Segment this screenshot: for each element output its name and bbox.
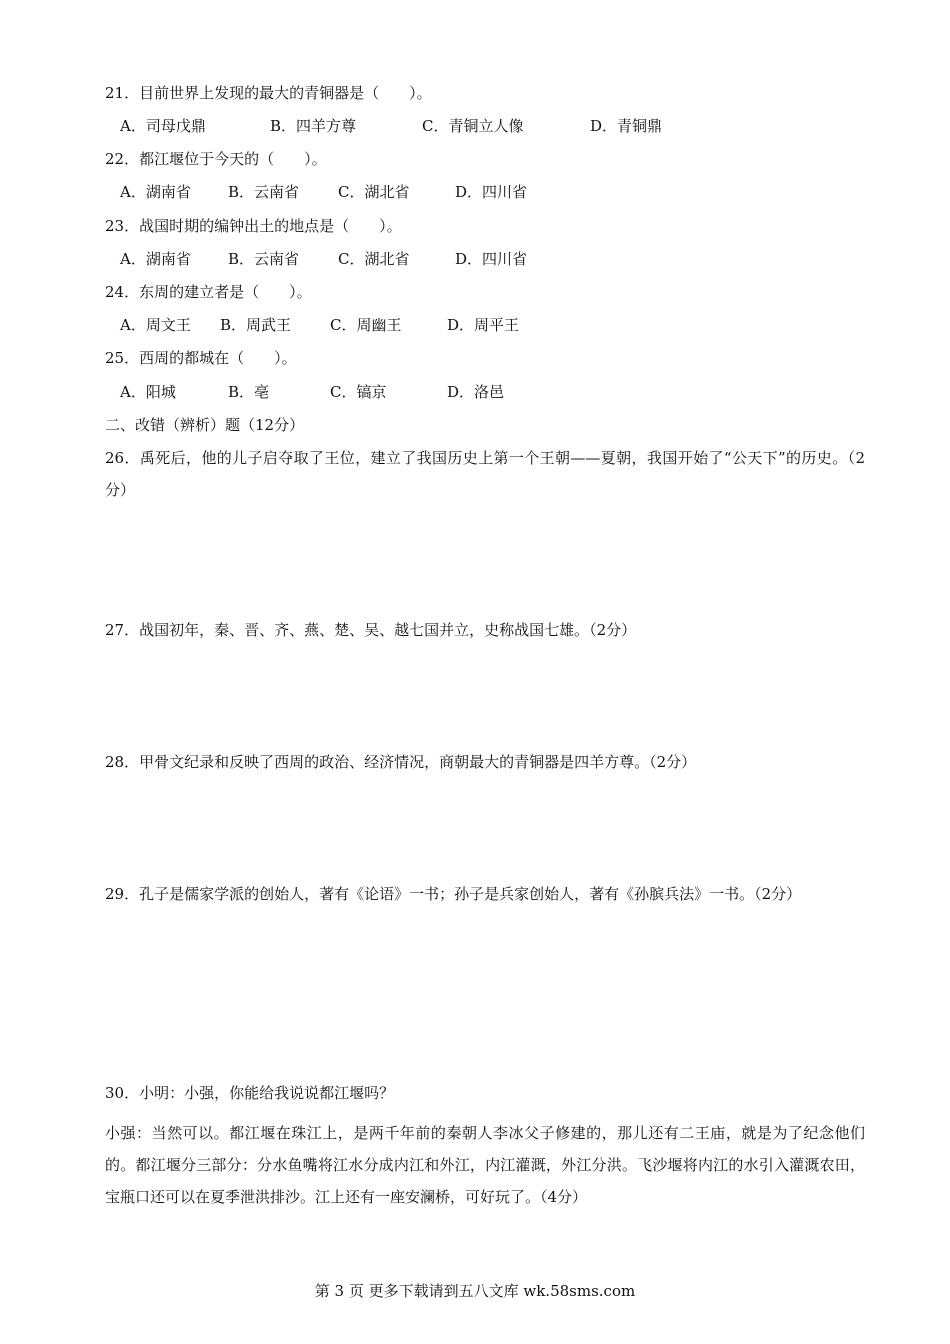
option-a: A．周文王 (120, 316, 191, 334)
section-title: 二、改错（辨析）题（12分） (105, 416, 305, 434)
question-27: 27．战国初年，秦、晋、齐、燕、楚、吴、越七国并立，史称战国七雄。（2分） (105, 621, 637, 639)
question-30-dialogue: 小强：当然可以。都江堰在珠江上，是两千年前的秦朝人李冰父子修建的，那儿还有二王庙，就是为了纪念他们的。都江堰分三部分：分水鱼嘴将江水分成内江和外江，内江灌溉，外江分洪。飞沙堰将内江的水引入灌溉农田，宝瓶口还可以在夏季泄洪排沙。江上还有一座安澜桥，可好玩了。（4分） (105, 1124, 865, 1206)
question-28: 28．甲骨文纪录和反映了西周的政治、经济情况，商朝最大的青铜器是四羊方尊。（2分） (105, 753, 697, 771)
question-23-stem: 23．战国时期的编钟出土的地点是（ ）。 (105, 217, 402, 235)
page-footer: 第 3 页 更多下载请到五八文库 wk.58sms.com (314, 1282, 636, 1300)
option-d: D．青铜鼎 (590, 117, 663, 135)
option-b: B．云南省 (228, 250, 300, 268)
option-d: D．四川省 (455, 250, 528, 268)
question-24-options (120, 315, 760, 335)
question-26: 26．禹死后，他的儿子启夺取了王位，建立了我国历史上第一个王朝——夏朝，我国开始了“公天下”的历史。（2分） (105, 449, 865, 499)
option-b: B．周武王 (220, 316, 292, 334)
option-a: A．湖南省 (120, 250, 191, 268)
question-30-intro: 30．小明：小强，你能给我说说都江堰吗？ (105, 1084, 395, 1102)
option-c: C．青铜立人像 (422, 117, 524, 135)
option-d: D．洛邑 (447, 383, 505, 401)
option-b: B．四羊方尊 (270, 117, 357, 135)
option-a: A．司母戊鼎 (120, 117, 206, 135)
question-21-options (120, 116, 760, 136)
question-25-options (120, 382, 760, 402)
question-22-stem: 22．都江堰位于今天的（ ）。 (105, 150, 327, 168)
option-c: C．镐京 (330, 383, 387, 401)
option-c: C．湖北省 (338, 250, 410, 268)
question-23-options (120, 249, 760, 269)
question-22-options (120, 182, 760, 202)
option-d: D．四川省 (455, 183, 528, 201)
question-21-stem: 21．目前世界上发现的最大的青铜器是（ ）。 (105, 84, 432, 102)
option-b: B．亳 (228, 383, 270, 401)
option-a: A．湖南省 (120, 183, 191, 201)
option-b: B．云南省 (228, 183, 300, 201)
question-24-stem: 24．东周的建立者是（ ）。 (105, 283, 312, 301)
option-a: A．阳城 (120, 383, 176, 401)
option-d: D．周平王 (447, 316, 520, 334)
question-25-stem: 25．西周的都城在（ ）。 (105, 349, 297, 367)
option-c: C．湖北省 (338, 183, 410, 201)
question-29: 29．孔子是儒家学派的创始人，著有《论语》一书；孙子是兵家创始人，著有《孙膑兵法》一书。（2分） (105, 885, 802, 903)
option-c: C．周幽王 (330, 316, 402, 334)
